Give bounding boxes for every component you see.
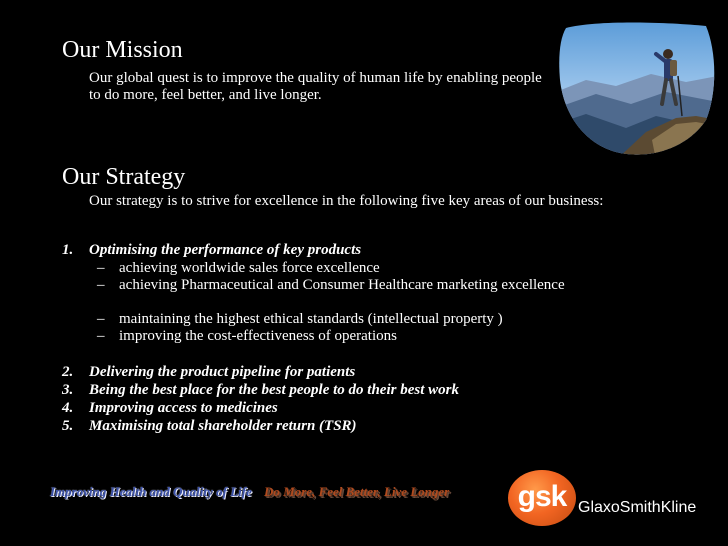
dash-bullet: –: [97, 311, 105, 327]
mission-text: Our global quest is to improve the quality of human life by enabling people to do more, feel better, and live longer.: [89, 70, 542, 103]
area-label: Being the best place for the best people to do their best work: [89, 382, 459, 398]
strategy-sub-item: [97, 278, 567, 293]
strategy-area-item: [62, 381, 459, 399]
strategy-area-item: [62, 363, 355, 381]
area-label: Optimising the performance of key products: [89, 242, 362, 258]
area-number: 1.: [62, 242, 74, 258]
dash-bullet: –: [97, 260, 105, 276]
mission-heading: Our Mission: [62, 37, 183, 63]
area-number: 3.: [62, 382, 74, 398]
strategy-area-item: [62, 399, 278, 417]
strategy-area-item: [62, 241, 361, 259]
area-label: Improving access to medicines: [89, 400, 278, 416]
strategy-sub-item: [97, 261, 577, 276]
footer-slogan: Do More, Feel Better, Live Longer: [264, 484, 450, 499]
strategy-intro: Our strategy is to strive for excellence in the following five key areas of our business:: [89, 193, 604, 209]
sub-item-label: maintaining the highest ethical standards (intellectual property ): [119, 311, 503, 327]
gsk-logo-mark: gsk: [517, 480, 567, 513]
strategy-area-item: [62, 417, 357, 435]
area-number: 4.: [62, 400, 74, 416]
area-number: 5.: [62, 418, 74, 434]
company-name: GlaxoSmithKline: [578, 499, 697, 516]
hiker-on-mountain-photo: [556, 20, 718, 160]
dash-bullet: –: [97, 277, 105, 293]
footer-tagline: Improving Health and Quality of Life: [50, 484, 252, 499]
sub-item-label: achieving worldwide sales force excellence: [119, 260, 380, 276]
strategy-sub-item: [97, 329, 577, 344]
area-number: 2.: [62, 364, 74, 380]
strategy-sub-item: [97, 312, 577, 327]
area-label: Delivering the product pipeline for patients: [89, 364, 356, 380]
strategy-heading: Our Strategy: [62, 164, 186, 190]
sub-item-label: achieving Pharmaceutical and Consumer Healthcare marketing excellence: [119, 277, 565, 293]
area-label: Maximising total shareholder return (TSR): [89, 418, 357, 434]
sub-item-label: improving the cost-effectiveness of operations: [119, 328, 397, 344]
dash-bullet: –: [97, 328, 105, 344]
